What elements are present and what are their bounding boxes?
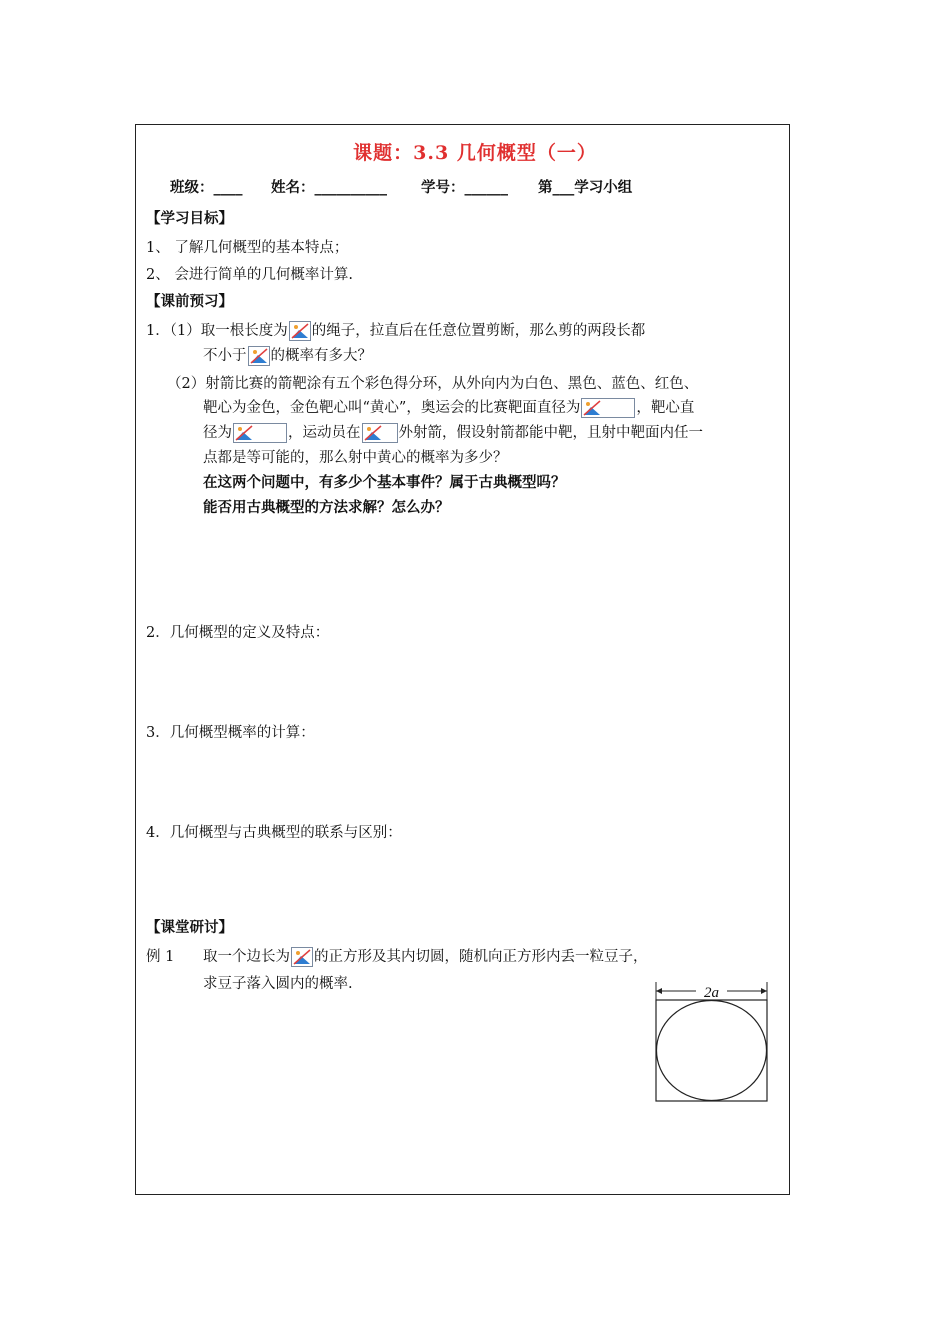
ex1-text: 的正方形及其内切圆，随机向正方形内丢一粒豆子， (314, 949, 648, 965)
q1a-text: 的概率有多大？ (270, 348, 372, 364)
objectives-heading: 【学习目标】 (146, 210, 233, 227)
question-1b-line4: 点都是等可能的，那么射中黄心的概率为多少？ (203, 450, 508, 466)
ex1-text: 取一个边长为 (203, 949, 290, 965)
question-1-prompt: 在这两个问题中，有多少个基本事件？属于古典概型吗？ (203, 474, 566, 491)
q1a-text: 不小于 (203, 348, 247, 364)
broken-image-icon (233, 423, 287, 443)
question-3: 3．几何概型概率的计算： (146, 725, 315, 741)
q1b-text: 径为 (203, 425, 232, 441)
q1b-text: 靶心为金色，金色靶心叫“黄心”，奥运会的比赛靶面直径为 (203, 400, 581, 416)
student-id-field: 学号：______ (421, 179, 508, 196)
square-circle-figure (650, 980, 775, 1110)
q1b-text: 外射箭，假设射箭都能中靶，且射中靶面内任一 (398, 425, 703, 441)
example-1-line2: 求豆子落入圆内的概率. (203, 976, 353, 992)
broken-image-icon (291, 947, 313, 967)
question-1b-line3 (203, 422, 703, 444)
q1a-text: 1．（1）取一根长度为 (146, 323, 288, 339)
page-title: 课题：3.3 几何概型（一） (353, 142, 597, 164)
classroom-heading: 【课堂研讨】 (146, 919, 233, 936)
example-1-label: 例 1 (146, 949, 175, 965)
q1b-text: ，靶心直 (636, 400, 695, 416)
inscribed-circle (657, 1001, 767, 1101)
broken-image-icon (289, 321, 311, 341)
question-1a-line1 (146, 320, 645, 342)
class-field: 班级：____ (170, 179, 243, 196)
arrow-right-icon (761, 988, 767, 994)
q1a-text: 的绳子，拉直后在任意位置剪断，那么剪的两段长都 (311, 323, 646, 339)
side-length-label: 2a (704, 985, 719, 1001)
broken-image-icon (362, 423, 398, 443)
question-1a-line2 (203, 345, 372, 367)
q1b-text: ，运动员在 (288, 425, 361, 441)
preview-heading: 【课前预习】 (146, 293, 233, 310)
study-group-field: 第___学习小组 (538, 179, 633, 196)
broken-image-icon (248, 346, 270, 366)
question-1b-line1: （2）射箭比赛的箭靶涂有五个彩色得分环，从外向内为白色、黑色、蓝色、红色、 (167, 376, 699, 392)
question-1b-line2 (203, 397, 694, 419)
question-1-prompt: 能否用古典概型的方法求解？怎么办？ (203, 499, 450, 516)
arrow-left-icon (656, 988, 662, 994)
question-2: 2．几何概型的定义及特点： (146, 625, 330, 641)
broken-image-icon (581, 398, 635, 418)
objective-item: 2、 会进行简单的几何概率计算. (146, 267, 353, 283)
question-4: 4．几何概型与古典概型的联系与区别： (146, 825, 402, 841)
objective-item: 1、 了解几何概型的基本特点； (146, 240, 349, 256)
name-field: 姓名：__________ (271, 179, 387, 196)
example-1-line1 (203, 946, 648, 968)
